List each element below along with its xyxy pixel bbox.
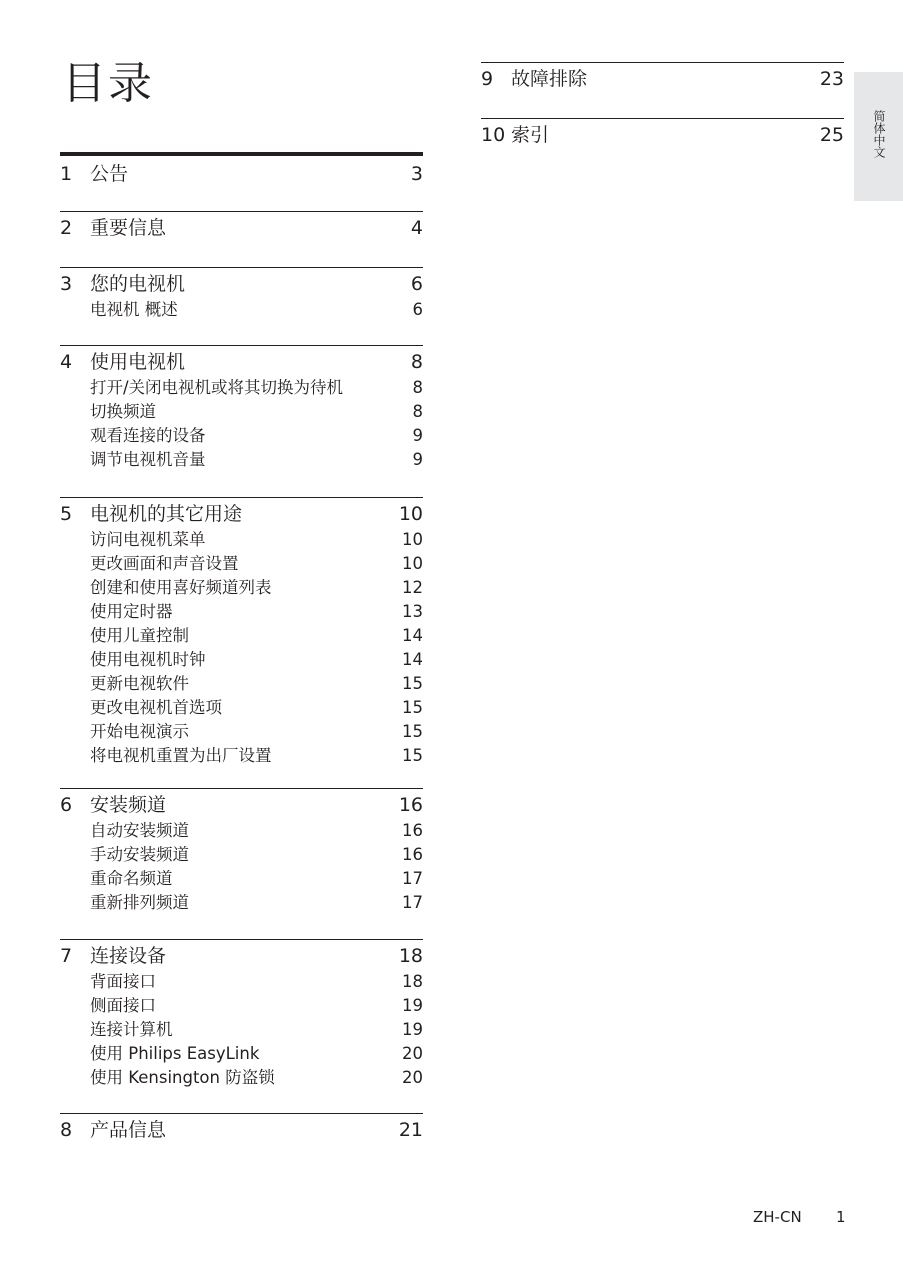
toc-subsection-entry[interactable] — [60, 400, 423, 424]
toc-subsection-entry[interactable] — [60, 1018, 423, 1042]
subsection-page: 15 — [402, 746, 423, 765]
toc-section — [481, 118, 844, 149]
subsection-page: 16 — [402, 821, 423, 840]
toc-chapter-entry[interactable] — [60, 160, 423, 188]
section-divider — [60, 497, 423, 498]
title-divider — [60, 152, 423, 156]
chapter-number: 4 — [60, 351, 73, 373]
subsection-title: 创建和使用喜好频道列表 — [90, 578, 272, 597]
subsection-page: 10 — [402, 554, 423, 573]
toc-section — [60, 160, 423, 188]
toc-subsection-entry[interactable] — [60, 744, 423, 768]
subsection-page: 17 — [402, 869, 423, 888]
toc-chapter-entry[interactable] — [60, 942, 423, 970]
subsection-page: 12 — [402, 578, 423, 597]
toc-subsection-entry[interactable] — [60, 600, 423, 624]
subsection-title: 调节电视机音量 — [90, 450, 206, 469]
section-divider — [60, 788, 423, 789]
subsection-title: 开始电视演示 — [90, 722, 189, 741]
chapter-page: 8 — [410, 351, 423, 373]
toc-subsection-entry[interactable] — [60, 298, 423, 322]
subsection-page: 20 — [402, 1044, 423, 1063]
subsection-title: 电视机 概述 — [90, 300, 178, 319]
section-divider — [60, 211, 423, 212]
section-divider — [481, 118, 844, 119]
subsection-title: 打开/关闭电视机或将其切换为待机 — [90, 378, 344, 397]
toc-subsection-entry[interactable] — [60, 448, 423, 472]
subsection-title: 更新电视软件 — [90, 674, 189, 693]
chapter-page: 3 — [410, 163, 423, 185]
toc-subsection-entry[interactable] — [60, 696, 423, 720]
toc-subsection-entry[interactable] — [60, 720, 423, 744]
toc-subsection-entry[interactable] — [60, 1066, 423, 1090]
chapter-number: 2 — [60, 217, 73, 239]
chapter-title: 索引 — [511, 124, 550, 146]
toc-subsection-entry[interactable] — [60, 624, 423, 648]
toc-subsection-entry[interactable] — [60, 970, 423, 994]
chapter-page: 10 — [398, 503, 423, 525]
subsection-title: 使用儿童控制 — [90, 626, 189, 645]
toc-section — [60, 267, 423, 322]
language-tab — [854, 72, 903, 201]
chapter-number: 7 — [60, 945, 73, 967]
subsection-title: 使用 Kensington 防盗锁 — [90, 1068, 275, 1087]
subsection-title: 手动安装频道 — [90, 845, 189, 864]
toc-section — [481, 62, 844, 93]
toc-subsection-entry[interactable] — [60, 376, 423, 400]
chapter-page: 6 — [410, 273, 423, 295]
subsection-page: 6 — [412, 300, 423, 319]
chapter-title: 电视机的其它用途 — [90, 503, 243, 525]
toc-subsection-entry[interactable] — [60, 672, 423, 696]
subsection-page: 17 — [402, 893, 423, 912]
subsection-title: 重命名频道 — [90, 869, 173, 888]
language-tab-label: 简体中文 — [872, 110, 886, 158]
subsection-page: 14 — [402, 650, 423, 669]
toc-subsection-entry[interactable] — [60, 424, 423, 448]
chapter-title: 您的电视机 — [90, 273, 186, 295]
toc-section — [60, 1113, 423, 1144]
subsection-page: 20 — [402, 1068, 423, 1087]
toc-section — [60, 939, 423, 1090]
subsection-title: 使用 Philips EasyLink — [90, 1044, 260, 1063]
footer-language: ZH-CN — [753, 1208, 802, 1226]
section-divider — [481, 62, 844, 63]
subsection-page: 9 — [412, 426, 423, 445]
subsection-page: 18 — [402, 972, 423, 991]
subsection-page: 13 — [402, 602, 423, 621]
subsection-title: 更改电视机首选项 — [90, 698, 222, 717]
subsection-page: 14 — [402, 626, 423, 645]
subsection-page: 10 — [402, 530, 423, 549]
chapter-page: 23 — [819, 68, 844, 90]
subsection-page: 8 — [412, 402, 423, 421]
chapter-title: 连接设备 — [90, 945, 167, 967]
subsection-title: 自动安装频道 — [90, 821, 189, 840]
subsection-page: 19 — [402, 1020, 423, 1039]
chapter-page: 4 — [410, 217, 423, 239]
chapter-number: 9 — [481, 68, 494, 90]
toc-section — [60, 497, 423, 768]
subsection-page: 15 — [402, 722, 423, 741]
toc-chapter-entry[interactable] — [60, 270, 423, 298]
chapter-title: 故障排除 — [511, 68, 588, 90]
subsection-page: 8 — [412, 378, 423, 397]
toc-chapter-entry[interactable] — [60, 500, 423, 528]
chapter-number: 8 — [60, 1119, 73, 1141]
section-divider — [60, 939, 423, 940]
toc-chapter-entry[interactable] — [481, 121, 844, 149]
toc-subsection-entry[interactable] — [60, 576, 423, 600]
toc-chapter-entry[interactable] — [481, 65, 844, 93]
toc-subsection-entry[interactable] — [60, 552, 423, 576]
subsection-title: 重新排列频道 — [90, 893, 189, 912]
toc-subsection-entry[interactable] — [60, 528, 423, 552]
footer-page-number: 1 — [836, 1208, 846, 1226]
chapter-title: 使用电视机 — [90, 351, 186, 373]
chapter-title: 公告 — [90, 163, 129, 185]
toc-subsection-entry[interactable] — [60, 891, 423, 915]
chapter-number: 6 — [60, 794, 73, 816]
toc-subsection-entry[interactable] — [60, 994, 423, 1018]
subsection-page: 19 — [402, 996, 423, 1015]
toc-subsection-entry[interactable] — [60, 867, 423, 891]
chapter-page: 25 — [819, 124, 844, 146]
toc-section — [60, 211, 423, 242]
subsection-title: 访问电视机菜单 — [90, 530, 206, 549]
subsection-page: 15 — [402, 674, 423, 693]
section-divider — [60, 345, 423, 346]
toc-subsection-entry[interactable] — [60, 819, 423, 843]
subsection-title: 背面接口 — [90, 972, 156, 991]
subsection-page: 15 — [402, 698, 423, 717]
subsection-title: 连接计算机 — [90, 1020, 173, 1039]
toc-chapter-entry[interactable] — [60, 214, 423, 242]
chapter-title: 产品信息 — [90, 1119, 167, 1141]
chapter-number: 5 — [60, 503, 73, 525]
subsection-title: 更改画面和声音设置 — [90, 554, 239, 573]
subsection-title: 观看连接的设备 — [90, 426, 206, 445]
subsection-title: 使用定时器 — [90, 602, 173, 621]
chapter-number: 1 — [60, 163, 73, 185]
section-divider — [60, 1113, 423, 1114]
chapter-page: 16 — [398, 794, 423, 816]
page-title: 目录 — [62, 58, 154, 109]
toc-section — [60, 788, 423, 915]
toc-chapter-entry[interactable] — [60, 348, 423, 376]
chapter-page: 18 — [398, 945, 423, 967]
chapter-number: 10 — [481, 124, 506, 146]
subsection-title: 将电视机重置为出厂设置 — [90, 746, 272, 765]
chapter-number: 3 — [60, 273, 73, 295]
toc-subsection-entry[interactable] — [60, 648, 423, 672]
toc-subsection-entry[interactable] — [60, 843, 423, 867]
chapter-title: 安装频道 — [90, 794, 167, 816]
subsection-page: 16 — [402, 845, 423, 864]
toc-subsection-entry[interactable] — [60, 1042, 423, 1066]
subsection-page: 9 — [412, 450, 423, 469]
subsection-title: 使用电视机时钟 — [90, 650, 206, 669]
section-divider — [60, 267, 423, 268]
chapter-page: 21 — [398, 1119, 423, 1141]
subsection-title: 切换频道 — [90, 402, 156, 421]
chapter-title: 重要信息 — [90, 217, 167, 239]
subsection-title: 侧面接口 — [90, 996, 156, 1015]
toc-chapter-entry[interactable] — [60, 1116, 423, 1144]
toc-section — [60, 345, 423, 472]
toc-chapter-entry[interactable] — [60, 791, 423, 819]
